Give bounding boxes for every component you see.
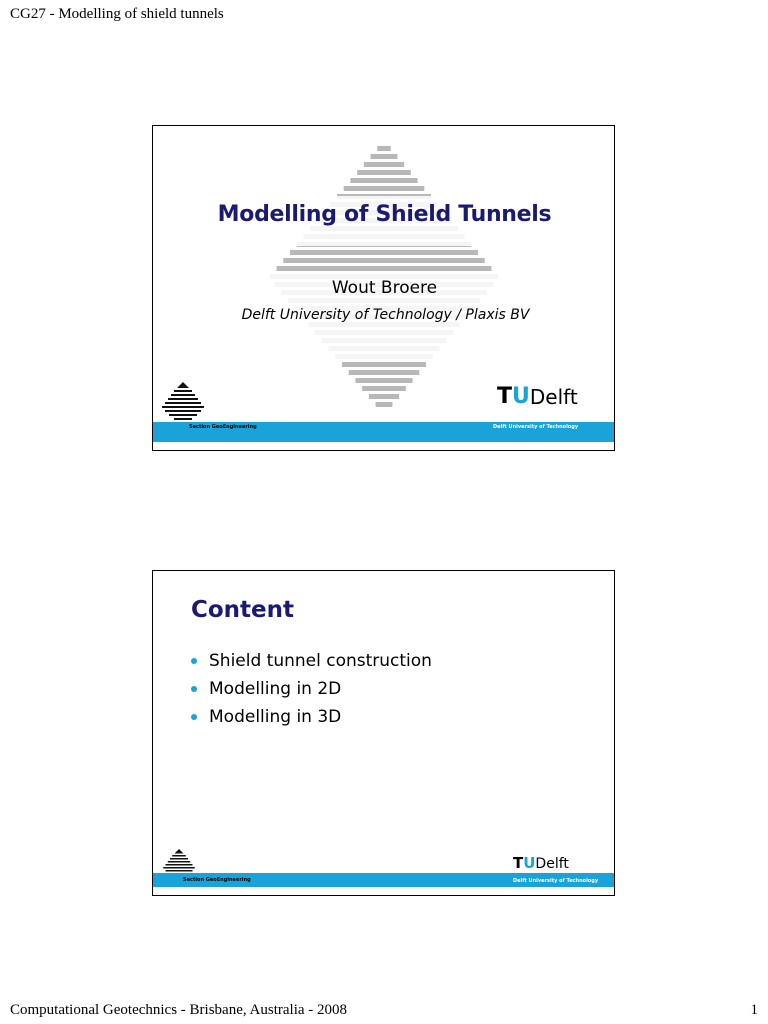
diamond-stripe (342, 362, 426, 367)
diamond-stripe (376, 402, 393, 407)
tu-logo-delft: Delft (529, 385, 578, 409)
tu-logo-t: T (497, 384, 513, 409)
content-slide (152, 570, 615, 896)
page-footer-text: Computational Geotechnics - Brisbane, Australia - 2008 (10, 1002, 348, 1018)
diamond-stripe (364, 162, 404, 167)
bullet-text: Shield tunnel construction (209, 651, 432, 671)
author-affiliation: Delft University of Technology / Plaxis BV (241, 307, 530, 323)
author-name: Wout Broere (331, 278, 438, 298)
bullet-icon (191, 686, 197, 692)
bullet-icon (191, 714, 197, 720)
slide-title: Content (191, 597, 295, 623)
bullet-item (191, 703, 432, 731)
tu-logo-u: U (523, 854, 536, 872)
diamond-stripe (349, 370, 420, 375)
diamond-stripe (283, 258, 484, 263)
bullet-text: Modelling in 2D (209, 679, 342, 699)
diamond-stripe (369, 394, 399, 399)
tu-delft-logo (497, 384, 578, 409)
tu-delft-logo (513, 854, 569, 872)
diamond-stripe (344, 186, 425, 191)
page-header: CG27 - Modelling of shield tunnels (10, 6, 224, 22)
tu-logo-u: U (512, 384, 530, 409)
diamond-stripe (362, 386, 406, 391)
diamond-stripe (290, 250, 478, 255)
tu-delft-subtitle: Delft University of Technology (513, 878, 599, 884)
geoengineering-logo-icon (159, 380, 207, 424)
section-label: Section GeoEngineering (189, 424, 257, 430)
diamond-stripe (357, 170, 411, 175)
page-number: 1 (750, 1002, 758, 1018)
tu-logo-t: T (513, 854, 524, 872)
diamond-stripe (350, 178, 417, 183)
title-slide (152, 125, 615, 451)
bullet-item (191, 647, 432, 675)
bullet-icon (191, 658, 197, 664)
bullet-list (191, 647, 432, 731)
diamond-stripe (377, 146, 390, 151)
section-label: Section GeoEngineering (183, 877, 251, 883)
tu-delft-subtitle: Delft University of Technology (493, 424, 579, 430)
slide-title: Modelling of Shield Tunnels (217, 202, 552, 227)
bullet-item (191, 675, 432, 703)
diamond-stripe (355, 378, 412, 383)
tu-logo-delft: Delft (535, 856, 569, 872)
diamond-stripe (371, 154, 398, 159)
bullet-text: Modelling in 3D (209, 707, 342, 727)
